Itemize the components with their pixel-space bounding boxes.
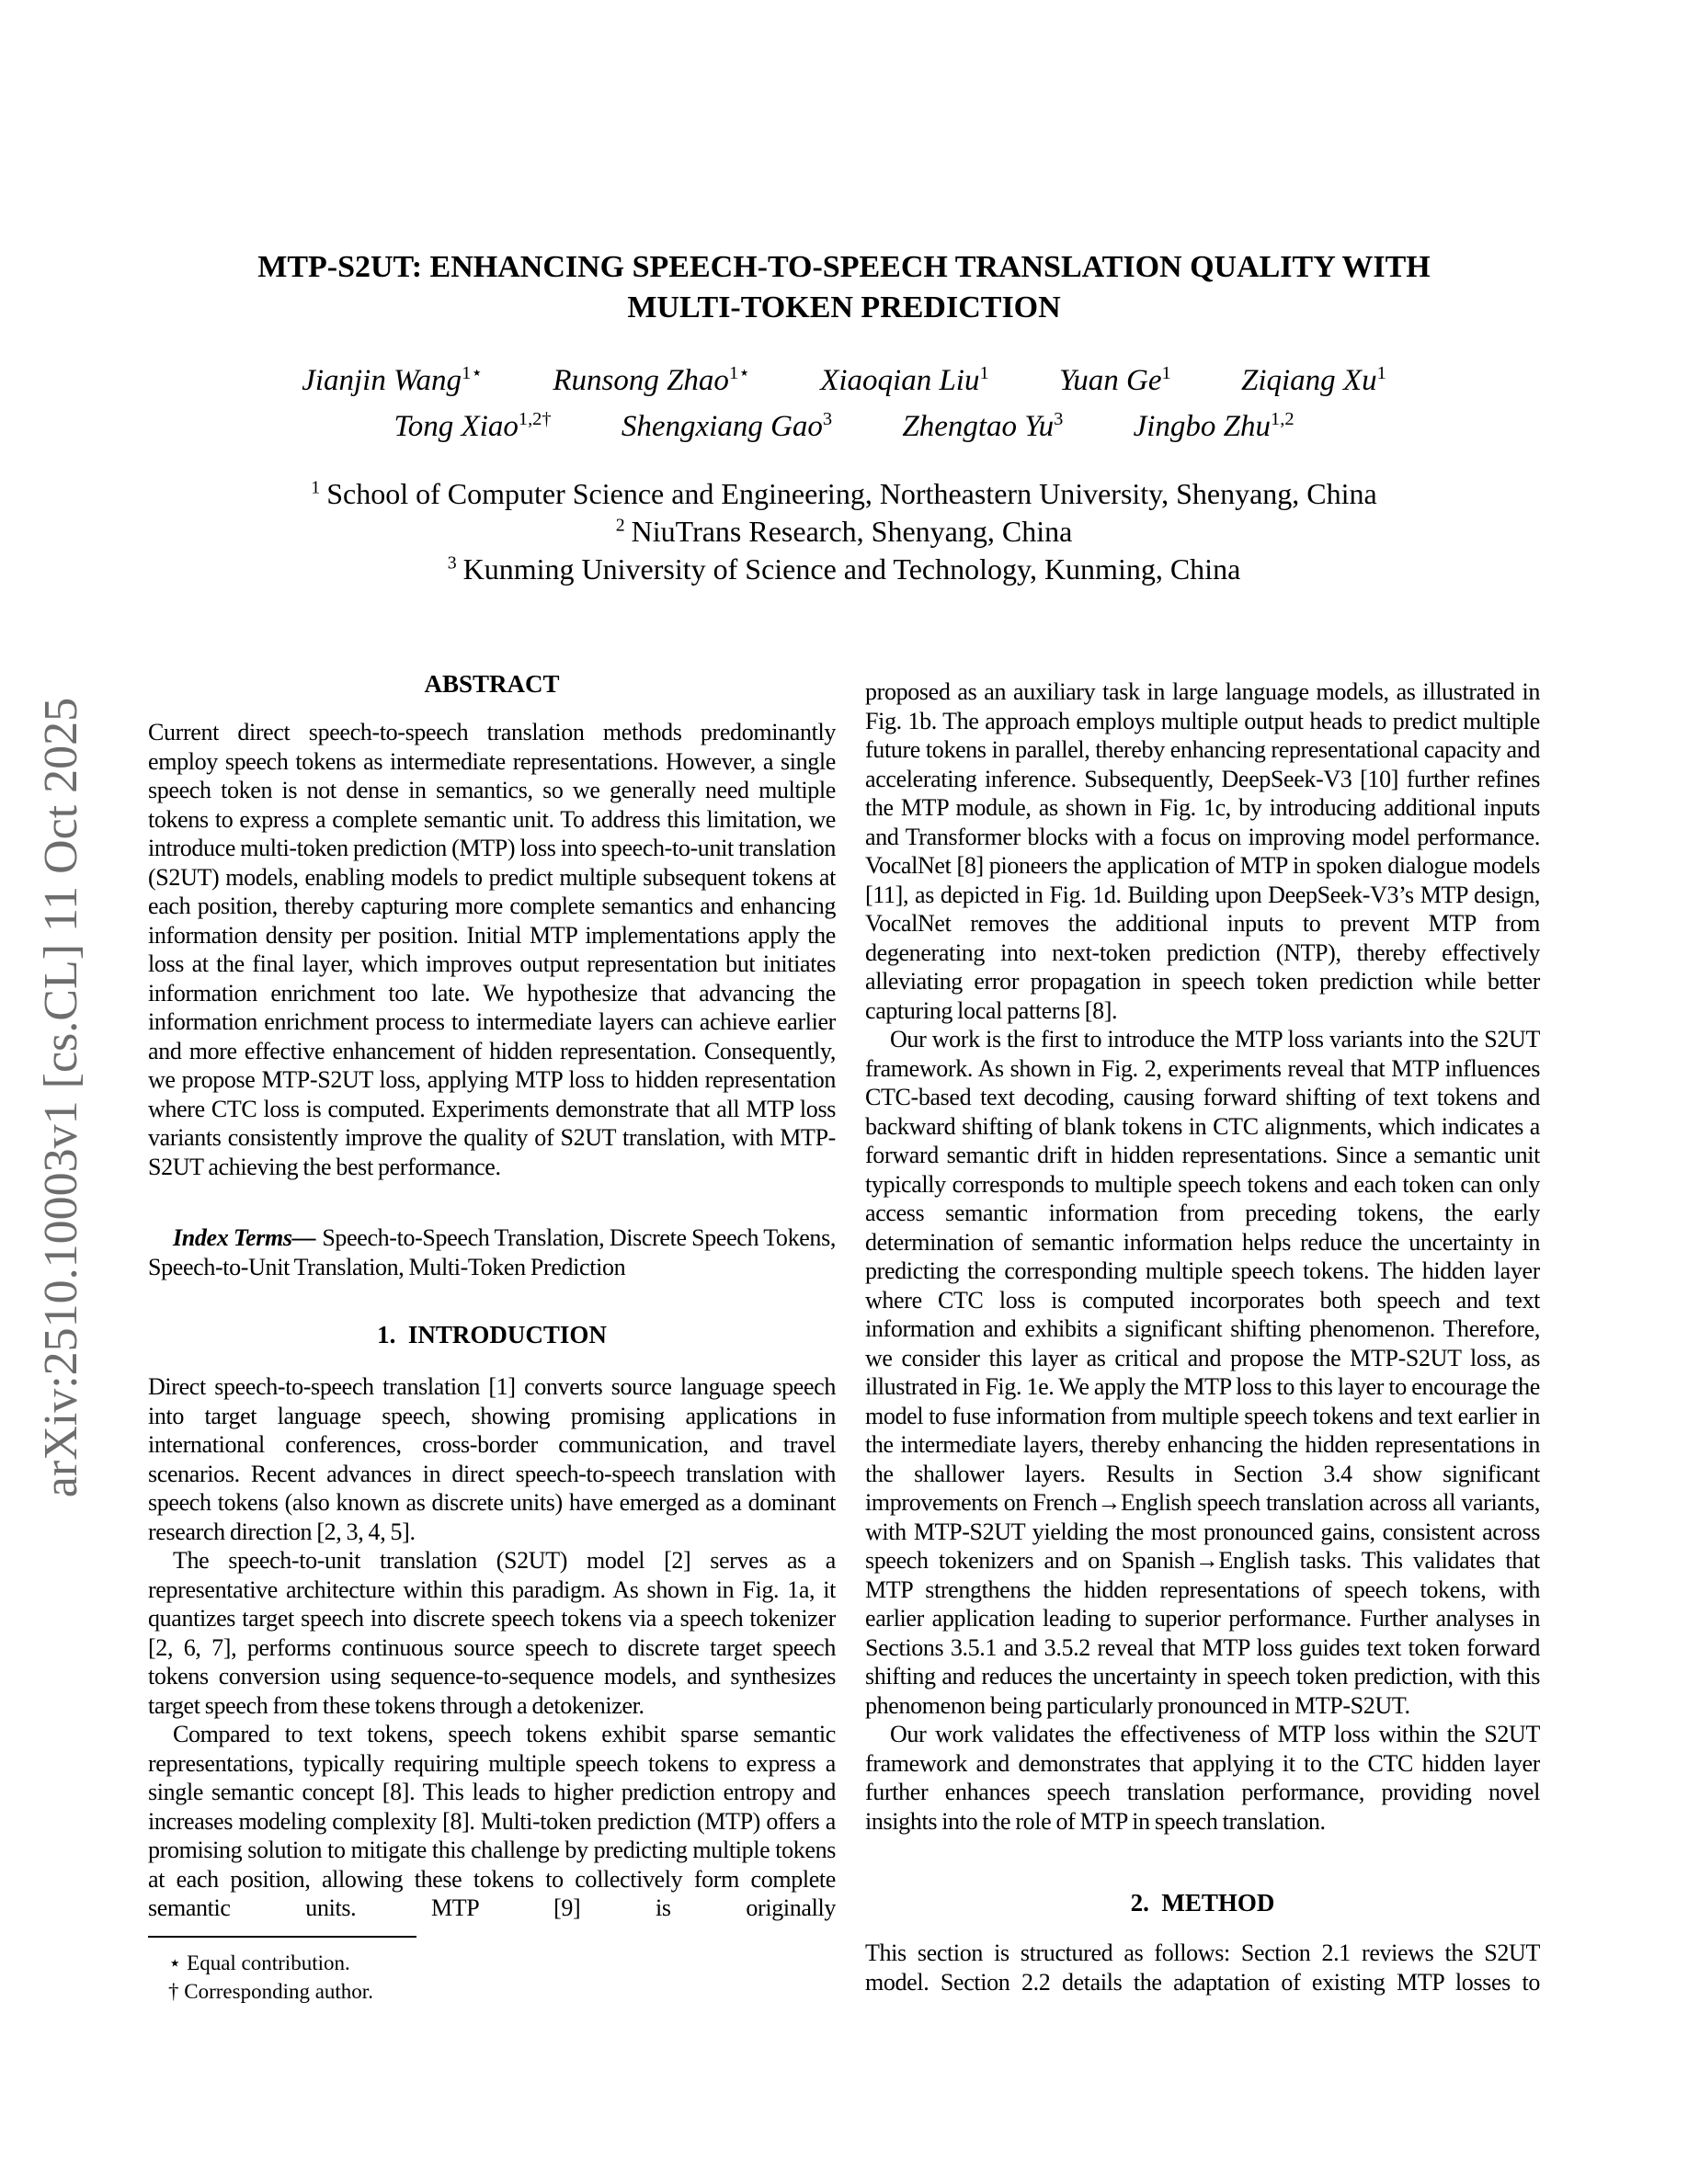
author <box>1241 364 1386 397</box>
affiliation-line-3 <box>149 551 1539 588</box>
author-superscript: 1,2† <box>518 409 552 429</box>
author <box>1134 410 1295 443</box>
index-terms-label: Index Terms— <box>173 1224 316 1251</box>
section-heading-introduction: 1. INTRODUCTION <box>377 1321 607 1348</box>
section-heading-method: 2. METHOD <box>1130 1889 1275 1917</box>
intro-paragraph-2: The speech-to-unit translation (S2UT) model [2] serves as a representative architecture within this paradigm. As shown in Fig. 1a, it quantizes target speech into discrete speech tokens via a speech tokenizer [2, 6, 7], performs continuous source speech to discrete target speech tokens conversion using sequence-to-sequence models, and synthesizes target speech from these tokens through a detokenizer. <box>148 1547 836 1719</box>
author <box>393 410 551 443</box>
abstract-paragraph: Current direct speech-to-speech translation methods predominantly employ speech tokens as intermediate representations. However, a single speech token is not dense in semantics, so we generally need multiple tokens to express a complete semantic unit. To address this limitation, we introduce multi-token prediction (MTP) loss into speech-to-unit translation (S2UT) models, enabling models to predict multiple subsequent tokens at each position, thereby capturing more complete semantics and enhancing information density per position. Initial MTP implementations apply the loss at the final layer, which improves output representation but initiates information enrichment too late. We hypothesize that advancing the information enrichment process to intermediate layers can achieve earlier and more effective enhancement of hidden representation. Consequently, we propose MTP-S2UT loss, applying MTP loss to hidden representation where CTC loss is computed. Experiments demonstrate that all MTP loss variants consistently improve the quality of S2UT translation, with MTP-S2UT achieving the best performance. <box>148 719 836 1180</box>
affiliations <box>149 475 1539 588</box>
intro-paragraph-4: Our work is the first to introduce the MTP loss variants into the S2UT framework. As shown in Fig. 2, experiments reveal that MTP influences CTC-based text decoding, causing forward shifting of text tokens and backward shifting of blank tokens in CTC alignments, which indicates a forward semantic drift in hidden representations. Since a semantic unit typically corresponds to multiple speech tokens and each token can only access semantic information from preceding tokens, the early determination of semantic information helps reduce the uncertainty in predicting the corresponding multiple speech tokens. The hidden layer where CTC loss is computed incorporates both speech and text information and exhibits a significant shifting phenomenon. Therefore, we consider this layer as critical and propose the MTP-S2UT loss, as illustrated in Fig. 1e. We apply the MTP loss to this layer to encourage the model to fuse information from multiple speech tokens and text earlier in the intermediate layers, thereby enhancing the hidden representations in the shallower layers. Results in Section 3.4 show significant improvements on French→English speech translation across all variants, with MTP-S2UT yielding the most pronounced gains, consistent across speech tokenizers and on Spanish→English tasks. This validates that MTP strengthens the hidden representations of speech tokens, with earlier application leading to superior performance. Further analyses in Sections 3.5.1 and 3.5.2 reveal that MTP loss guides text token forward shifting and reduces the uncertainty in speech token prediction, with this phenomenon being particularly pronounced in MTP-S2UT. <box>865 1026 1540 1719</box>
affiliation-line-2 <box>149 513 1539 551</box>
abstract-body <box>148 718 836 1222</box>
intro-paragraph-3-continuation: proposed as an auxiliary task in large language models, as illustrated in Fig. 1b. The approach employs multiple output heads to predict multiple future tokens in parallel, thereby enhancing representational capacity and accelerating inference. Subsequently, DeepSeek-V3 [10] further refines the MTP module, as shown in Fig. 1c, by introducing additional inputs and Transformer blocks with a focus on improving model performance. VocalNet [8] pioneers the application of MTP in spoken dialogue models [11], as depicted in Fig. 1d. Building upon DeepSeek-V3’s MTP design, VocalNet removes the additional inputs to prevent MTP from degenerating into next-token prediction (NTP), thereby effectively alleviating error propagation in speech token prediction while better capturing local patterns [8]. <box>865 678 1540 1024</box>
author-name: Tong Xiao <box>393 410 519 443</box>
author-superscript: 1⋆ <box>462 363 484 383</box>
intro-paragraph-5: Our work validates the effectiveness of MTP loss within the S2UT framework and demonstrates that applying it to the CTC hidden layer further enhances speech translation performance, providing novel insights into the role of MTP in speech translation. <box>865 1721 1540 1835</box>
abstract-heading: ABSTRACT <box>424 670 560 698</box>
affiliation-superscript: 2 <box>615 515 625 536</box>
author <box>622 410 832 443</box>
method-paragraph-1: This section is structured as follows: Section 2.1 reviews the S2UT model. Section 2.2 details the adaptation of existing MTP losses to <box>865 1939 1540 1996</box>
author <box>1059 364 1171 397</box>
right-column-body <box>865 677 1540 1886</box>
author-name: Xiaoqian Liu <box>820 364 980 397</box>
affiliation-line-1 <box>149 475 1539 513</box>
author <box>553 364 750 397</box>
affiliation-superscript: 1 <box>311 477 321 498</box>
footnote-equal-contribution: ⋆ Equal contribution. <box>168 1951 350 1974</box>
author-name: Yuan Ge <box>1058 364 1162 397</box>
paper-title <box>149 247 1539 328</box>
author <box>902 410 1063 443</box>
author-superscript: 1 <box>979 363 989 383</box>
index-terms-text: Speech-to-Speech Translation, Discrete Speech Tokens, Speech-to-Unit Translation, Multi-Token Prediction <box>148 1224 836 1280</box>
author-superscript: 3 <box>822 409 833 429</box>
footnote-rule <box>148 1936 416 1938</box>
author-superscript: 3 <box>1054 409 1064 429</box>
author-superscript: 1⋆ <box>728 363 750 383</box>
author <box>820 364 989 397</box>
authors-row-1 <box>149 362 1539 399</box>
footnotes <box>148 1949 836 2006</box>
affiliation-text: NiuTrans Research, Shenyang, China <box>631 515 1073 548</box>
author-name: Ziqiang Xu <box>1240 364 1377 397</box>
author-superscript: 1,2 <box>1271 409 1295 429</box>
intro-paragraph-3-left: Compared to text tokens, speech tokens exhibit sparse semantic representations, typically requiring multiple speech tokens to express a single semantic concept [8]. This leads to higher prediction entropy and increases modeling complexity [8]. Multi-token prediction (MTP) offers a promising solution to mitigate this challenge by predicting multiple tokens at each position, allowing these tokens to collectively form complete semantic units. MTP [9] is originally <box>148 1721 836 1921</box>
author-name: Jingbo Zhu <box>1133 410 1272 443</box>
index-terms <box>148 1223 836 1290</box>
affiliation-superscript: 3 <box>447 552 457 574</box>
author-name: Shengxiang Gao <box>621 410 823 443</box>
introduction-body <box>148 1372 836 1935</box>
footnote-corresponding-author: † Corresponding author. <box>168 1980 373 2003</box>
author-name: Jianjin Wang <box>302 364 462 397</box>
paper-title-line-1: MTP-S2UT: ENHANCING SPEECH-TO-SPEECH TRANSLATION QUALITY WITH <box>257 250 1431 284</box>
affiliation-text: Kunming University of Science and Technology, Kunming, China <box>462 552 1241 586</box>
affiliation-text: School of Computer Science and Engineering, Northeastern University, Shenyang, China <box>326 477 1377 510</box>
paper-title-line-2: MULTI-TOKEN PREDICTION <box>627 290 1061 324</box>
method-body <box>865 1939 1540 2005</box>
author <box>302 364 483 397</box>
author-superscript: 1 <box>1376 363 1386 383</box>
authors-row-2 <box>149 408 1539 445</box>
author-name: Zhengtao Yu <box>902 410 1055 443</box>
arxiv-watermark: arXiv:2510.10003v1 [cs.CL] 11 Oct 2025 <box>35 697 87 1498</box>
intro-paragraph-1: Direct speech-to-speech translation [1] converts source language speech into target language speech, showing promising applications in international conferences, cross-border communication, and travel scenarios. Recent advances in direct speech-to-speech translation with speech tokens (also known as discrete units) have emerged as a dominant research direction [2, 3, 4, 5]. <box>148 1373 836 1545</box>
author-name: Runsong Zhao <box>553 364 729 397</box>
author-superscript: 1 <box>1161 363 1171 383</box>
